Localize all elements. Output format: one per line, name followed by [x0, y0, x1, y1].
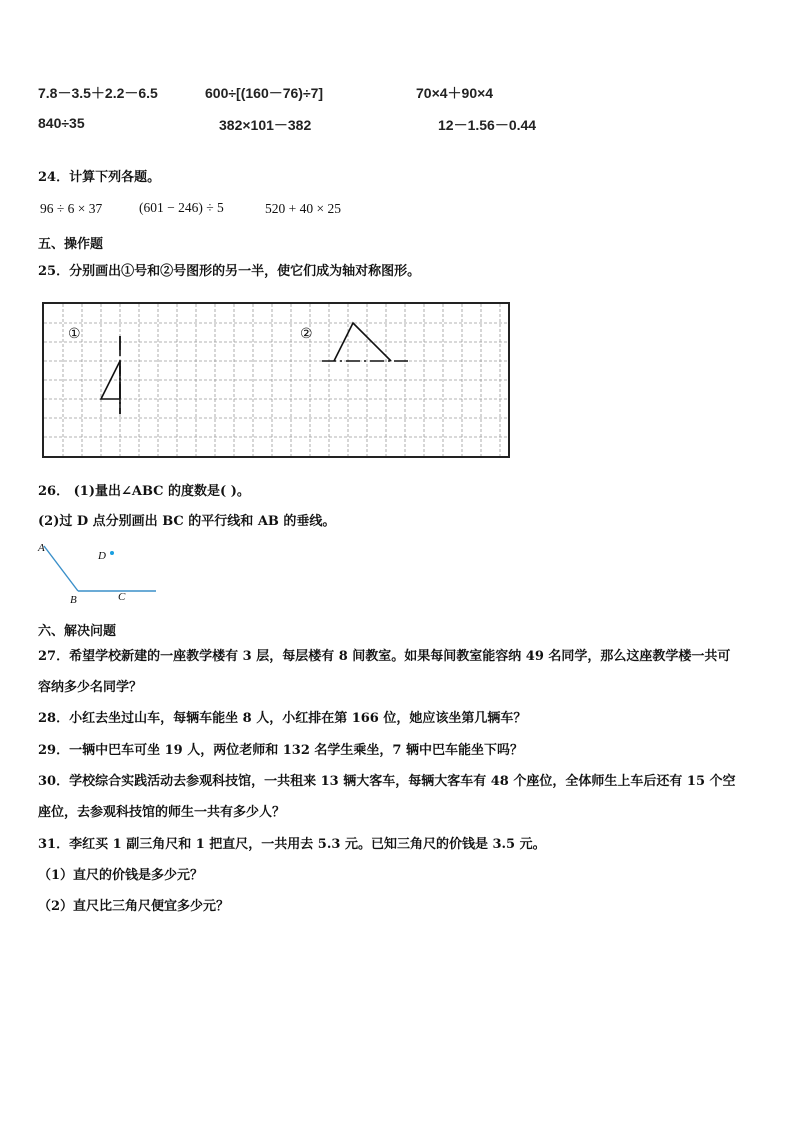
q24-title: 24．计算下列各题。 — [38, 170, 161, 185]
section-6-heading: 六、解决问题 — [38, 624, 117, 639]
figure-1-label: ① — [68, 326, 81, 342]
q29-text: 29．一辆中巴车可坐 19 人，两位老师和 132 名学生乘坐，7 辆中巴车能坐下吗？ — [38, 743, 523, 758]
grid-drawing — [44, 304, 508, 456]
figure-1 — [101, 336, 120, 414]
ray-ba — [44, 546, 78, 591]
q31-title: 31．李红买 1 副三角尺和 1 把直尺，一共用去 5.3 元。已知三角尺的价钱是 3.5 元。 — [38, 837, 546, 852]
label-d: D — [98, 550, 106, 562]
figure-2-label: ② — [300, 326, 313, 342]
q26-part2: (2)过 D 点分别画出 BC 的平行线和 AB 的垂线。 — [38, 514, 336, 529]
q30-line1: 30．学校综合实践活动去参观科技馆，一共租来 13 辆大客车，每辆大客车有 48 个座位，全体师生上车后还有 15 个空 — [38, 774, 736, 789]
calc-expr-3: 70×4＋90×4 — [416, 85, 494, 101]
q30-line2: 座位，去参观科技馆的师生一共有多少人？ — [38, 805, 286, 820]
section-5-heading: 五、操作题 — [38, 237, 104, 252]
q28-text: 28．小红去坐过山车，每辆车能坐 8 人，小红排在第 166 位，她应该坐第几辆车？ — [38, 711, 527, 726]
calc-expr-5: 382×101－382 — [219, 117, 312, 133]
calc-expr-4: 840÷35 — [38, 115, 85, 131]
point-d — [110, 551, 114, 555]
q27-line1: 27．希望学校新建的一座教学楼有 3 层，每层楼有 8 间教室。如果每间教室能容纳 49 名同学，那么这座教学楼一共可 — [38, 649, 731, 664]
calc-expr-2: 600÷[(160－76)÷7] — [205, 85, 324, 101]
calc-expr-6: 12－1.56－0.44 — [438, 117, 537, 133]
q25-title: 25．分别画出①号和②号图形的另一半，使它们成为轴对称图形。 — [38, 264, 421, 279]
figure-2 — [334, 323, 391, 361]
q31-sub2: （2）直尺比三角尺便宜多少元？ — [38, 899, 230, 914]
calc-expr-1: 7.8－3.5＋2.2－6.5 — [38, 85, 158, 101]
q24-expr-3: 520 + 40 × 25 — [265, 201, 341, 216]
q24-expr-2: (601 − 246) ÷ 5 — [139, 200, 224, 215]
label-b: B — [70, 594, 77, 606]
symmetry-grid — [42, 302, 510, 458]
q24-expr-1: 96 ÷ 6 × 37 — [40, 201, 103, 216]
q27-line2: 容纳多少名同学？ — [38, 680, 143, 695]
q26-part1: 26． (1)量出∠ABC 的度数是( )。 — [38, 484, 250, 499]
label-a: A — [38, 542, 45, 554]
q31-sub1: （1）直尺的价钱是多少元？ — [38, 868, 204, 883]
label-c: C — [118, 591, 126, 603]
